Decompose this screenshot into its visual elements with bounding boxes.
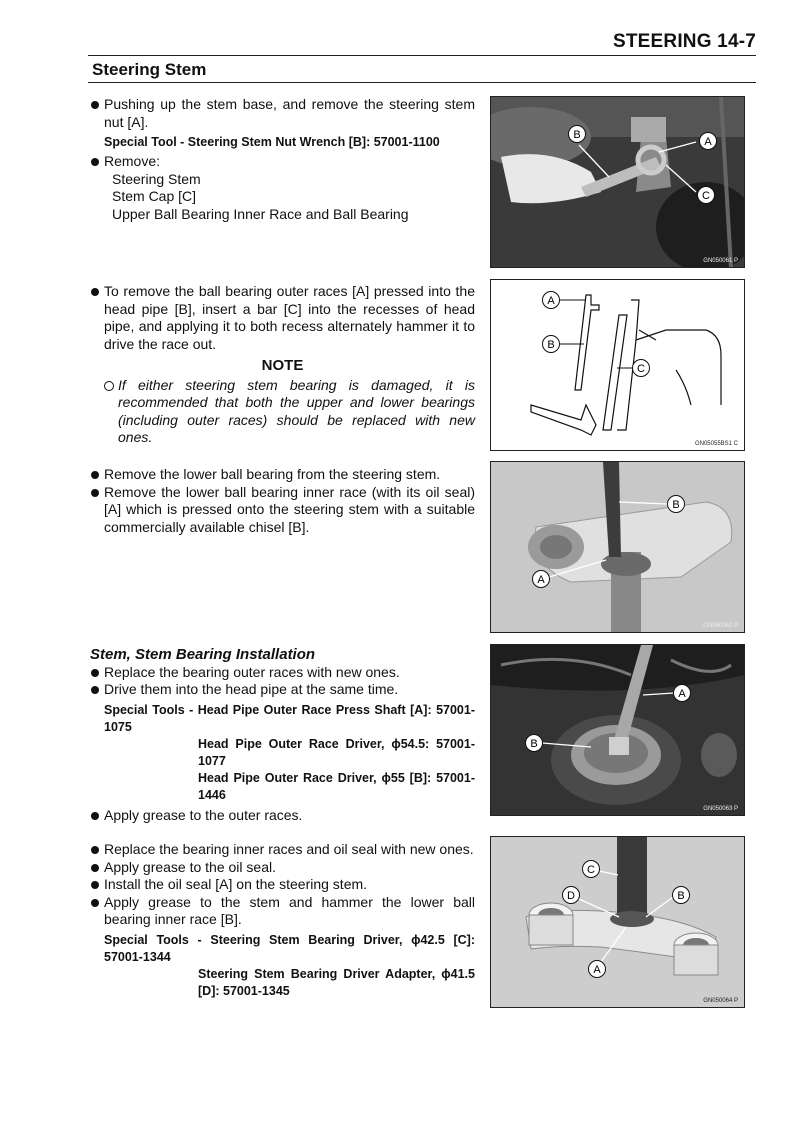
list-item: Steering Stem xyxy=(112,170,201,187)
figure-stem-nut-wrench xyxy=(490,96,745,268)
bullet-item: Apply grease to the oil seal. xyxy=(90,859,475,877)
block3-text xyxy=(90,466,475,536)
callout-label: A xyxy=(678,688,686,700)
drawing-head-pipe-bar xyxy=(491,280,744,450)
callout-label: A xyxy=(537,574,545,586)
list-item: Stem Cap [C] xyxy=(112,188,197,204)
special-tools-line: Head Pipe Outer Race Driver, ϕ55 [B]: 57001-1446 xyxy=(198,770,475,802)
photo-stem-nut-wrench xyxy=(491,97,744,267)
page-header-title: STEERING 14-7 xyxy=(612,31,756,52)
bullet-item: To remove the ball bearing outer races [A] pressed into the head pipe [B], insert a bar [C] into the recesses of head pipe, and applying it to both recess alternately hammer it to drive the race out. xyxy=(90,283,475,353)
list-item: Upper Ball Bearing Inner Race and Ball Bearing xyxy=(112,205,409,222)
callout-label: C xyxy=(587,864,595,876)
bullet-item: Replace the bearing outer races with new ones. xyxy=(90,664,475,682)
figure-code: GN050061 P xyxy=(703,258,738,264)
bullet-item: Pushing up the stem base, and remove the steering stem nut [A]. xyxy=(90,96,475,131)
figure-inner-race-driver xyxy=(490,836,745,1008)
bullet-item: Install the oil seal [A] on the steering stem. xyxy=(90,876,475,894)
bullet-item: Drive them into the head pipe at the same time. xyxy=(90,681,475,699)
figure-outer-race-removal xyxy=(490,279,745,451)
special-tools-line: Head Pipe Outer Race Driver, ϕ54.5: 57001-1077 xyxy=(198,736,475,768)
callout-label: B xyxy=(573,129,581,141)
bullet-item: Remove the lower ball bearing from the steering stem. xyxy=(90,466,475,484)
bullet-item: Remove the lower ball bearing inner race (with its oil seal) [A] which is pressed onto the steering stem with a suitable commercially available chisel [B]. xyxy=(90,484,475,537)
callout-label: A xyxy=(593,964,601,976)
block4-text xyxy=(90,646,475,824)
note-text: If either steering stem bearing is damaged, it is recommended that both the upper and lower bearings (including outer races) should be replaced with new ones. xyxy=(90,377,475,447)
callout-label: B xyxy=(547,339,555,351)
callout-label: A xyxy=(547,295,555,307)
figure-code: GN050064 P xyxy=(703,998,738,1004)
block2-text xyxy=(90,283,475,447)
header-rule xyxy=(88,55,756,56)
section-rule xyxy=(88,82,756,83)
figure-outer-race-press xyxy=(490,644,745,816)
figure-code: GN050062 P xyxy=(703,623,738,629)
callout-label: B xyxy=(530,738,538,750)
photo-chisel-inner-race xyxy=(491,462,744,632)
photo-outer-race-press xyxy=(491,645,744,815)
bullet-item: Replace the bearing inner races and oil seal with new ones. xyxy=(90,841,475,859)
figure-chisel-inner-race xyxy=(490,461,745,633)
subsection-title: Stem, Stem Bearing Installation xyxy=(90,646,316,663)
bullet-item: Remove: xyxy=(90,153,475,171)
note-heading: NOTE xyxy=(261,357,304,374)
callout-label: C xyxy=(702,190,710,202)
section-title: Steering Stem xyxy=(92,60,207,79)
bullet-item: Apply grease to the outer races. xyxy=(90,807,475,825)
special-tools-line: Special Tools - Head Pipe Outer Race Press Shaft [A]: 57001-1075 xyxy=(104,702,475,734)
block5-text xyxy=(90,841,475,1000)
callout-label: B xyxy=(672,499,680,511)
special-tool-line: Special Tool - Steering Stem Nut Wrench [B]: 57001-1100 xyxy=(104,135,440,149)
figure-code: GN05055BS1 C xyxy=(694,441,738,447)
special-tools-line: Special Tools - Steering Stem Bearing Driver, ϕ42.5 [C]: 57001-1344 xyxy=(104,932,475,964)
callout-label: D xyxy=(567,890,575,902)
callout-label: A xyxy=(704,136,712,148)
bullet-item: Apply grease to the stem and hammer the lower ball bearing inner race [B]. xyxy=(90,894,475,929)
block1-text xyxy=(90,96,475,223)
callout-label: C xyxy=(637,363,645,375)
photo-inner-race-driver xyxy=(491,837,744,1007)
callout-label: B xyxy=(677,890,685,902)
figure-code: GN050063 P xyxy=(703,806,738,812)
special-tools-line: Steering Stem Bearing Driver Adapter, ϕ41.5 [D]: 57001-1345 xyxy=(198,966,475,998)
